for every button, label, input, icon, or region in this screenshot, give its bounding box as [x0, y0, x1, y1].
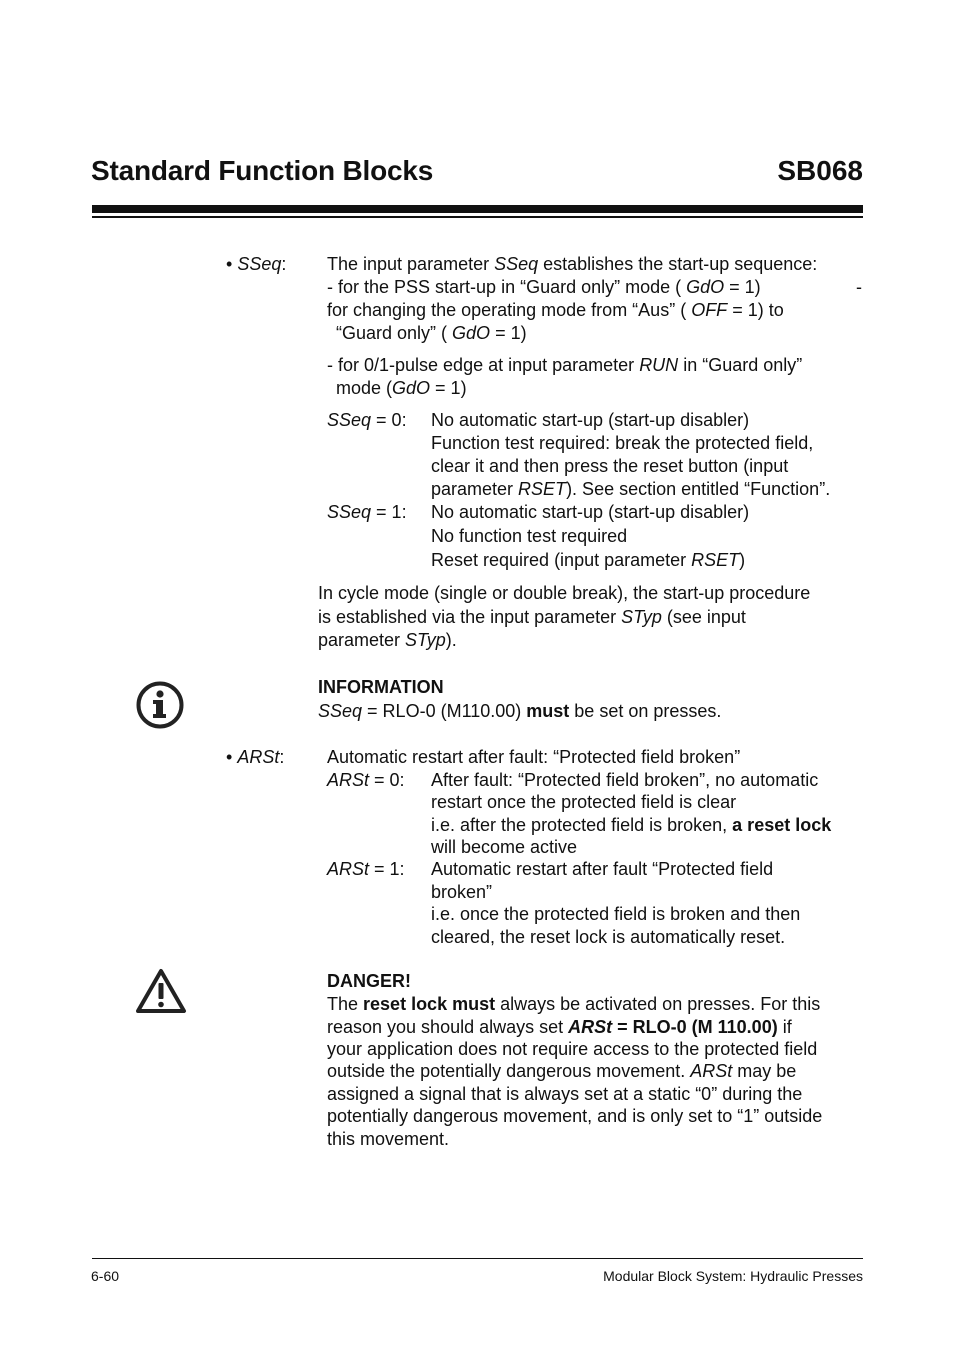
text: (see input	[661, 607, 746, 627]
param-ref: SSeq	[318, 701, 363, 721]
param-ref: STyp	[405, 630, 446, 650]
sseq-line-guard-start	[327, 276, 761, 299]
text: be set on presses.	[569, 701, 722, 721]
arst-value-1-label	[327, 858, 405, 881]
text: is established via the input parameter	[318, 607, 622, 627]
text: = RLO-0 (M110.00)	[362, 701, 527, 721]
arst-bullet-label	[226, 746, 284, 769]
text: = 1)	[724, 277, 761, 297]
cycle-line2	[318, 606, 746, 629]
danger-line2	[327, 1016, 792, 1039]
param-ref: ARSt	[690, 1061, 733, 1081]
text: = 1:	[371, 502, 407, 522]
text: for changing the operating mode from “Aus” (	[327, 300, 692, 320]
footer-rule	[92, 1258, 863, 1259]
text: = 1)	[430, 378, 467, 398]
param-ref: RSET	[691, 550, 740, 570]
sseq-line-pulse	[327, 354, 802, 377]
param-ref: GdO	[686, 277, 725, 297]
text: establishes the start-up sequence:	[538, 254, 818, 274]
param-ref: ARSt	[568, 1017, 613, 1037]
sseq-bullet-label	[226, 253, 286, 276]
bullet: •	[226, 254, 233, 274]
text: = 1) to	[727, 300, 784, 320]
sseq-value-0-label	[327, 409, 407, 432]
text: The input parameter	[327, 254, 495, 274]
danger-line7: this movement.	[327, 1129, 450, 1149]
sseq-v0-line1: No automatic start-up (start-up disabler)	[431, 410, 750, 430]
colon: :	[279, 747, 285, 767]
text: - for the PSS start-up in “Guard only” mode (	[327, 277, 687, 297]
param-ref: OFF	[691, 300, 728, 320]
text: - for 0/1-pulse edge at input parameter	[327, 355, 640, 375]
block-code: SB068	[777, 155, 863, 186]
arst-intro: Automatic restart after fault: “Protected field broken”	[327, 747, 741, 767]
sseq-v0-line4	[431, 478, 830, 501]
param-name: ARSt	[237, 747, 280, 767]
arst-v0-line4: will become active	[431, 837, 578, 857]
sseq-v0-line3: clear it and then press the reset button (input	[431, 456, 789, 476]
text: )	[739, 550, 746, 570]
text: parameter	[318, 630, 406, 650]
sseq-value-1-label	[327, 501, 407, 524]
text: may be	[732, 1061, 797, 1081]
arst-v1-line2: broken”	[431, 882, 493, 902]
arst-value-0-label	[327, 769, 405, 792]
param-ref: GdO	[392, 378, 431, 398]
text: “Guard only” (	[336, 323, 453, 343]
cycle-line1: In cycle mode (single or double break), the start-up procedure	[318, 583, 811, 603]
emphasis: must	[526, 701, 570, 721]
sseq-line-mode	[336, 377, 467, 400]
danger-line5: assigned a signal that is always set at a static “0” during the	[327, 1084, 803, 1104]
page-number: 6-60	[91, 1268, 120, 1284]
arst-v1-line4: cleared, the reset lock is automatically reset.	[431, 927, 786, 947]
arst-v0-line2: restart once the protected field is clear	[431, 792, 737, 812]
document-title: Modular Block System: Hydraulic Presses	[603, 1268, 863, 1284]
arst-v1-line3: i.e. once the protected field is broken and then	[431, 904, 801, 924]
text: mode (	[336, 378, 393, 398]
sseq-line-guard-only	[336, 322, 527, 345]
sseq-line-dash: -	[856, 277, 862, 297]
header-rule-thick	[92, 205, 863, 213]
information-heading: INFORMATION	[318, 677, 444, 697]
param-ref: RSET	[518, 479, 567, 499]
danger-line4	[327, 1060, 796, 1083]
text: ). See section entitled “Function”.	[566, 479, 831, 499]
header-rule-thin	[92, 216, 863, 218]
param-ref: SSeq	[327, 410, 372, 430]
param-ref: ARSt	[327, 859, 370, 879]
arst-v0-line3	[431, 814, 831, 837]
text: Reset required (input parameter	[431, 550, 692, 570]
text: = 1)	[490, 323, 527, 343]
text: in “Guard only”	[678, 355, 803, 375]
page-title: Standard Function Blocks	[91, 155, 434, 186]
information-text	[318, 700, 721, 723]
sseq-v1-line3	[431, 549, 745, 572]
param-name: SSeq	[237, 254, 282, 274]
cycle-line3	[318, 629, 457, 652]
text: outside the potentially dangerous movement.	[327, 1061, 691, 1081]
warning-icon	[135, 968, 187, 1014]
bullet: •	[226, 747, 233, 767]
param-ref: STyp	[621, 607, 662, 627]
information-icon	[135, 680, 185, 730]
emphasis: = RLO-0 (M 110.00)	[612, 1017, 778, 1037]
param-ref: ARSt	[327, 770, 370, 790]
arst-v1-line1: Automatic restart after fault “Protected field	[431, 859, 774, 879]
sseq-v1-line2: No function test required	[431, 526, 628, 546]
text: = 0:	[371, 410, 407, 430]
text: The	[327, 994, 364, 1014]
sseq-line-change-mode	[327, 299, 784, 322]
text: always be activated on presses. For this	[495, 994, 821, 1014]
danger-line1	[327, 993, 820, 1016]
text: ).	[445, 630, 457, 650]
danger-line3: your application does not require access to the protected field	[327, 1039, 818, 1059]
param-ref: SSeq	[327, 502, 372, 522]
text: if	[777, 1017, 792, 1037]
sseq-v0-line2: Function test required: break the protected field,	[431, 433, 814, 453]
text: = 0:	[369, 770, 405, 790]
text: reason you should always set	[327, 1017, 569, 1037]
param-ref: RUN	[639, 355, 679, 375]
sseq-intro	[327, 253, 817, 276]
arst-v0-line1: After fault: “Protected field broken”, no automatic	[431, 770, 819, 790]
danger-line6: potentially dangerous movement, and is only set to “1” outside	[327, 1106, 823, 1126]
text: parameter	[431, 479, 519, 499]
danger-heading: DANGER!	[327, 971, 411, 991]
sseq-v1-line1: No automatic start-up (start-up disabler)	[431, 502, 750, 522]
colon: :	[281, 254, 287, 274]
param-ref: GdO	[452, 323, 491, 343]
emphasis: reset lock must	[363, 994, 496, 1014]
text: = 1:	[369, 859, 405, 879]
param-ref: SSeq	[494, 254, 539, 274]
text: i.e. after the protected field is broken,	[431, 815, 733, 835]
emphasis: a reset lock	[732, 815, 832, 835]
